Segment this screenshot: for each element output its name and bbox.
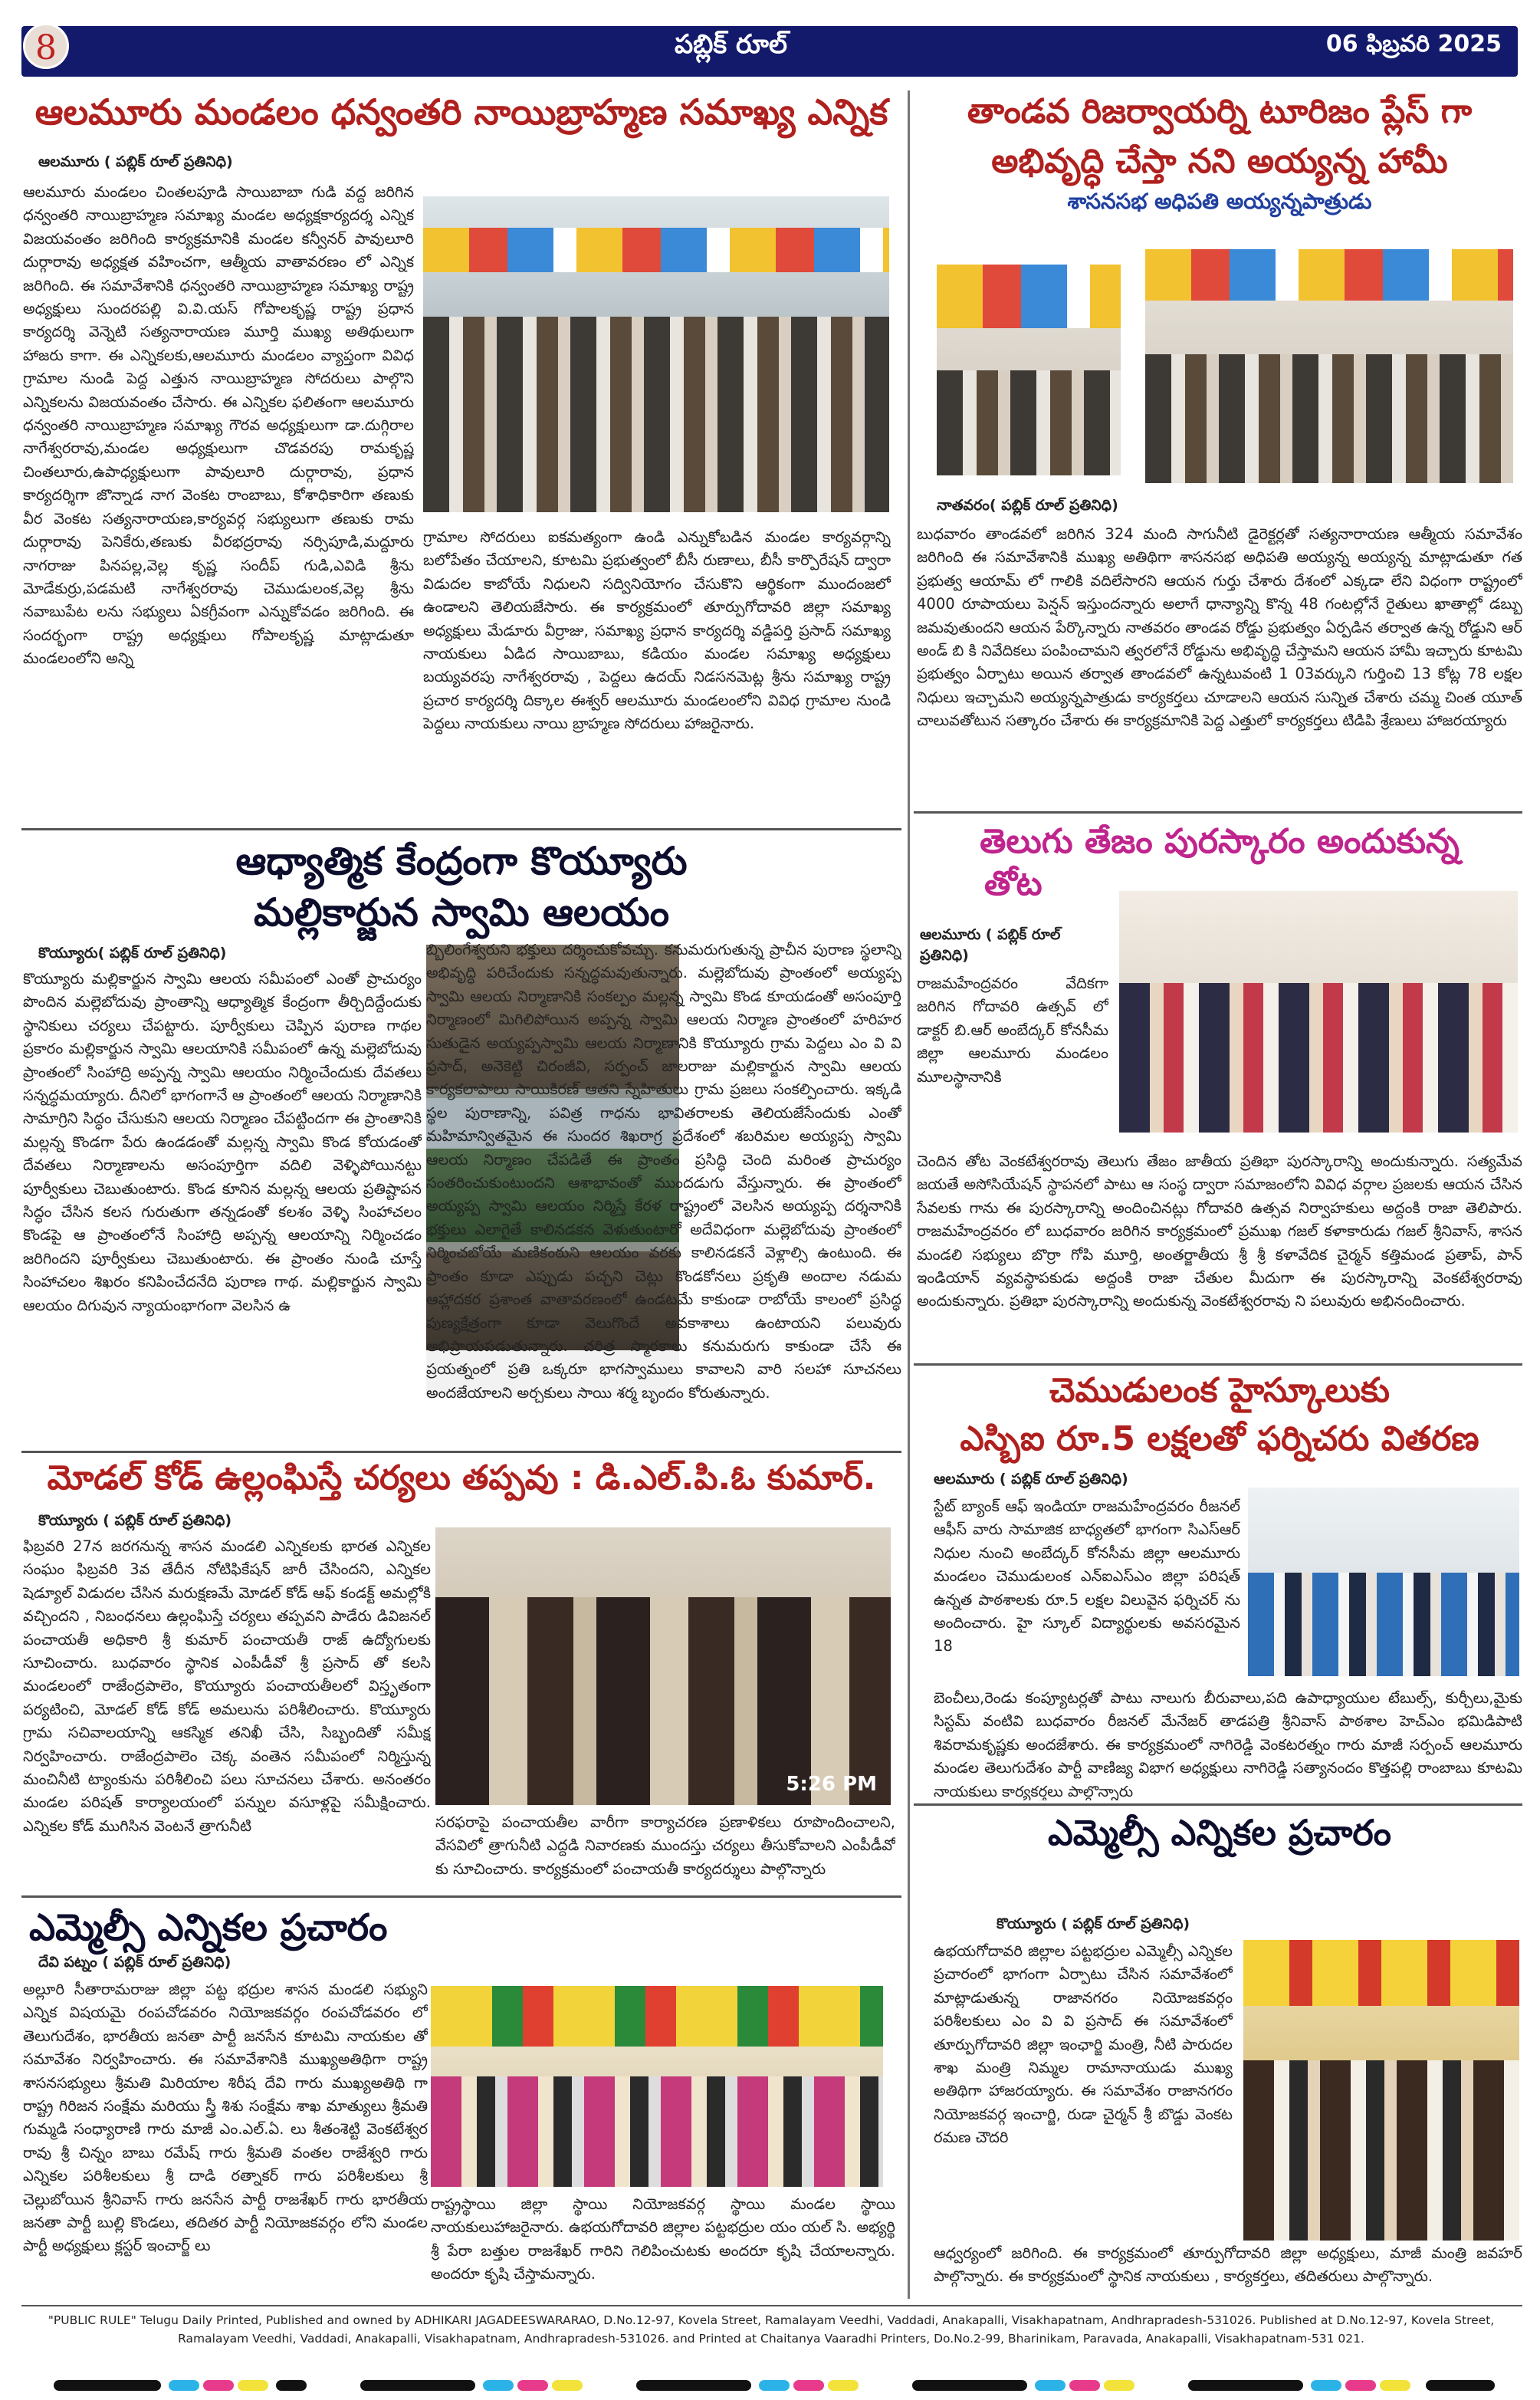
article-6-body-wide: బెంచీలు,రెండు కంప్యూటర్లతో పాటు నాలుగు బీరువాలు,పది ఉపాధ్యాయుల టేబుల్స్, కుర్చీలు,మైకు సిస్టమ్ వంటివి బుధవారం రీజనల్ మేనేజర్ తాడపత్రి శ్రీనివాస్ పాఠశాల హెచ్ఎం భమిడిపాటి శివరామకృష్ణకు అందజేశారు. ఈ కార్యక్రమంలో నాగిరెడ్డి వెంకటరత్నం గారు మాజీ సర్పంచ్ ఆలమూరు మండల తెలుగుదేశం పార్టీ వాణిజ్య విభాగ అధ్యక్షులు నాగిరెడ్డి సత్యానందం కొత్తపల్లి రాంబాబు కూటమి నాయకులు కార్యకర్తలు పాల్గొన్నారు <box>934 1689 1522 1800</box>
issue-date: 06 ఫిబ్రవరి 2025 <box>1325 31 1502 58</box>
article-6-photo <box>1248 1488 1519 1676</box>
article-4-headline-1: తెలుగు తేజం పురస్కారం అందుకున్న <box>980 822 1460 861</box>
article-8 <box>917 1811 1522 1856</box>
article-2-headline-1: తాండవ రిజర్వాయర్ని టూరిజం ప్లేస్ గా <box>967 92 1473 131</box>
divider <box>914 811 1522 814</box>
divider <box>21 828 901 830</box>
article-1-body-right: గ్రామాల సోదరులు ఐకమత్యంగా ఉండి ఎన్నుకోబడిన మండల కార్యవర్గాన్ని బలోపేతం చేయాలని, కూటమి ప్రభుత్వంలో బీసీ రుణాలు, బీసీ కార్పొరేషన్ ద్వారా విడుదల కాబోయే నిధులని సద్వినియోగం చేసుకొని ఆర్థికంగా ముందంజలో ఉండాలని తెలియజేసారు. ఈ కార్యక్రమంలో తూర్పుగోదావరి జిల్లా సమాఖ్య అధ్యక్షులు మేడూరు వీర్రాజు, సమాఖ్య ప్రధాన కార్యదర్శి వడ్డిపర్తి ప్రసాద్ సమాఖ్య నాయకులు ఏడిద సాయిబాబు, కడియం మండల సమాఖ్య అధ్యక్షులు బయ్యవరపు నాగేశ్వరరావు , పెద్దలు ఉదయ్ నిడసనమెట్ల శ్రీను సమాఖ్య రాష్ట్ర ప్రచార కార్యదర్శి దిక్కాల ఈశ్వర్ ఆలమూరు మండలంలోని వివిధ గ్రామాల నుండి పెద్దలు నాయకులు నాయి బ్రాహ్మణ సోదరులు హాజరైనారు. <box>423 528 891 733</box>
article-4-headline-2: తోట <box>984 864 1043 903</box>
article-7 <box>21 1905 901 1951</box>
article-8-body-wide: ఆధ్వర్యంలో జరిగింది. ఈ కార్యక్రమంలో తూర్పుగోదావరి జిల్లా అధ్యక్షులు, మాజీ మంత్రి జవహర్ పాల్గొన్నారు. ఈ కార్యక్రమంలో స్థానిక నాయకులు , కార్యకర్తలు, తదితరులు పాల్గొన్నారు. <box>934 2244 1522 2286</box>
article-2-subhead: శాసనసభ అధిపతి అయ్యన్నపాత్రుడు <box>1067 189 1372 214</box>
article-4-photo <box>1119 891 1518 1133</box>
imprint-footer: "PUBLIC RULE" Telugu Daily Printed, Published and owned by ADHIKARI JAGADEESWARARAO, D.No.12-97, Kovela Street, Ramalayam Veedhi, Vaddadi, Anakapalli, Visakhapatnam, Andhrapradesh-531026. Published at D.No.12-97, Kovela Street, Ramalayam Veedhi, Vaddadi, Anakapalli, Visakhapatnam, Andhrapradesh-531026. and Printed at Chaitanya Vaaradhi Printers, Do.No.2-99, Bharinikam, Paravada, Anakapalli, Visakhapatnam-531 021. <box>48 2313 1495 2346</box>
article-6-headline-2: ఎస్బిఐ రూ.5 లక్షలతో ఫర్నిచరు వితరణ <box>960 1419 1479 1458</box>
photo-timestamp: 5:26 PM <box>786 1773 877 1796</box>
article-7-body-right: రాష్ట్రస్థాయి జిల్లా స్థాయి నియోజకవర్గ స్థాయి మండల స్థాయి నాయకులుహాజరైనారు. ఉభయగోదావరి జిల్లాల పట్టభద్రుల యం యల్ సి. అభ్యర్థి శ్రీ పేరా బత్తుల రాజశేఖర్ గారిని గెలిపించుటకు అందరూ కృషి చేయాలన్నారు. అందరూ కృషి చేస్తామన్నారు. <box>431 2195 895 2283</box>
divider <box>914 1363 1522 1366</box>
article-8-photo <box>1243 1940 1519 2241</box>
article-5-body-right: సరఫరాపై పంచాయతీల వారీగా కార్యాచరణ ప్రణాళికలు రూపొందించాలని, వేసవిలో త్రాగునీటి ఎద్దడి నివారణకు ముందస్తు చర్యలు తీసుకోవాలని ఎంపీడీవో కు సూచించారు. కార్యక్రమంలో పంచాయతీ కార్యదర్శులు పాల్గొన్నారు <box>435 1813 895 1878</box>
article-6 <box>917 1369 1522 1460</box>
page-number: 8 <box>23 23 69 69</box>
article-2-dateline: నాతవరం( పబ్లిక్ రూల్ ప్రతినిధి) <box>937 497 1118 514</box>
article-8-body-narrow: ఉభయగోదావరి జిల్లాల పట్టభద్రుల ఎమ్మెల్సీ ఎన్నికల ప్రచారంలో భాగంగా ఏర్పాటు చేసిన సమావేశంలో మాట్లాడుతున్న రాజానగరం నియోజకవర్గం పరిశీలకులు ఎం వి వి ప్రసాద్ ఈ సమావేశంలో తూర్పుగోదావరి జిల్లా ఇంఛార్జి మంత్రి, నీటి పారుదల శాఖ మంత్రి నిమ్మల రామానాయుడు ముఖ్య అతిథిగా హాజరయ్యారు. ఈ సమావేశం రాజానగరం నియోజకవర్గ ఇంచార్జి, రుడా చైర్మన్ శ్రీ బొడ్డు వెంకట రమణ చౌదరి <box>934 1942 1233 2147</box>
article-7-headline: ఎమ్మెల్సీ ఎన్నికల ప్రచారం <box>29 1906 388 1949</box>
article-3-headline-1: ఆధ్యాత్మిక కేంద్రంగా కొయ్యూరు <box>235 839 688 883</box>
article-2-photo-1 <box>937 265 1121 475</box>
article-5-body-left: ఫిబ్రవరి 27న జరగనున్న శాసన మండలి ఎన్నికలకు భారత ఎన్నికల సంఘం ఫిబ్రవరి 3వ తేదీన నోటిఫికేషన్ జారీ చేసిందని, ఎన్నికల షెడ్యూల్ విడుదల చేసిన మరుక్షణమే మోడల్ కోడ్ ఆఫ్ కండక్ట్ అమల్లోకి వచ్చిందని , నిబంధనలు ఉల్లంఘిస్తే చర్యలు తప్పవని పాడేరు డివిజనల్ పంచాయతీ అధికారి శ్రీ కుమార్ పంచాయతీ రాజ్ ఉద్యోగులకు సూచించారు. బుధవారం స్థానిక ఎంపీడీవో శ్రీ ప్రసాద్ తో కలసి మండలంలో రాజేంద్రపాలెం, కొయ్యూరు పంచాయతీలలో విస్తృతంగా పర్యటించి, మోడల్ కోడ్ కోడ్ అమలును పరిశీలించారు. కొయ్యూరు గ్రామ సచివాలయాన్ని ఆకస్మిక తనిఖీ చేసి, సిబ్బందితో సమీక్ష నిర్వహించారు. రాజేంద్రపాలెం చెక్క వంతెన సమీపంలో నిర్మిస్తున్న మంచినీటి ట్యాంకును పరిశీలించి పలు సూచనలు చేశారు. అనంతరం మండల పరిషత్ కార్యాలయంలో పన్నుల వసూళ్లపై సమీక్షించారు. ఎన్నికల కోడ్ ముగిసిన వెంటనే త్రాగునీటి <box>23 1537 431 1835</box>
article-1-body-left: ఆలమూరు మండలం చింతలపూడి సాయిబాబా గుడి వద్ద జరిగిన ధన్వంతరి నాయిబ్రాహ్మణ సమాఖ్య మండల అధ్యక్షకార్యదర్శ ఎన్నిక విజయవంతం జరిగింది కార్యక్రమానికి మండల కన్వీనర్ పావులూరి దుర్గారావు అధ్యక్షత వహించగా, ఆత్మీయ వాతావరణం లో ఎన్నిక జరిగింది. ఈ సమావేశానికి ధన్వంతరి నాయిబ్రాహ్మణ సమాఖ్య రాష్ట్ర అధ్యక్షులు సుందరపల్లి వి.వి.యస్ గోపాలకృష్ణ రాష్ట్ర ప్రధాన కార్యదర్శి వెన్నెటి సత్యనారాయణ మూర్తి ముఖ్య అతిథులుగా హాజరు కాగా. ఈ ఎన్నికలకు,ఆలమూరు మండలం వ్యాప్తంగా వివిధ గ్రామాల నుండి పెద్ద ఎత్తున నాయిబ్రాహ్మణ సోదరులు పాల్గొని ఎన్నికలను విజయవంతం చేసారు. ఈ ఎన్నికల ఫలితంగా ఆలమూరు ధన్వంతరి నాయిబ్రాహ్మణ సమాఖ్య గౌరవ అధ్యక్షులుగా డా.దుగ్గిరాల నాగేశ్వరరావు,మండల అధ్యక్షులుగా చొడవరపు రామకృష్ణ చింతలూరు,ఉపాధ్యక్షులుగా పావులూరి దుర్గారావు, ప్రధాన కార్యదర్శిగా జొన్నాడ నాగ వెంకట రాంబాబు, కోశాధికారిగా తణుకు వీర వెంకట సత్యనారాయణ,కార్యవర్గ సభ్యులుగా తణుకు రామ దుర్గారావు పెనికేరు,తణుకు వీరభద్రరావు నర్సిపూడి,మద్దూరు నాగరాజు పినపల్ల,వెల్ల కృష్ణ సందీప్ గుడి,ఎవిడి శ్రీను మోడేకుర్రు,పడమటి నాగేశ్వరరావు చెముడులంక,వెల్ల శ్రీను నవాబుపేట లను సభ్యులు ఏకగ్రీవంగా ఎన్నుకోవడం జరిగింది. ఈ సందర్భంగా రాష్ట్ర అధ్యక్షులు గోపాలకృష్ణ మాట్లాడుతూ మండలంలోని అన్ని <box>23 183 414 668</box>
article-6-headline-1: చెముడులంక హైస్కూలుకు <box>1049 1371 1391 1410</box>
article-2-headline-2: అభివృద్ధి చేస్తా నని అయ్యన్న హామీ <box>991 142 1448 181</box>
divider <box>914 1803 1522 1806</box>
article-7-photo <box>431 1986 883 2187</box>
article-4-body-wide: చెందిన తోట వెంకటేశ్వరరావు తెలుగు తేజం జాతీయ ప్రతిభా పురస్కారాన్ని అందుకున్నారు. సత్యమేవ జయతే అసోసియేషన్ స్థాపనలో పాటు ఆ సంస్థ ద్వారా సమాజంలోని వివిధ వర్గాల ప్రజలకు ఆయన చేసిన సేవలకు గాను ఈ పురస్కారాన్ని అందించినట్లు గోదావరి ఉత్సవ నిర్వాహకులు అద్దంకి రాజా తెలిపారు. రాజమహేంద్రవరం లో బుధవారం జరిగిన కార్యక్రమంలో ప్రముఖ గజల్ కళాకారుడు గజల్ శ్రీనివాస్, శాసన మండలి సభ్యులు బొర్రా గోపి మూర్తి, అంతర్జాతీయ శ్రీ శ్రీ కళావేదిక చైర్మన్ కత్తిమండ ప్రతాప్, పాన్ ఇండియాన్ వ్యవస్థాపకుడు అద్దంకి రాజా చేతుల మీదుగా ఈ పురస్కారాన్ని వెంకటేశ్వరరావు అందుకున్నారు. ప్రతిభా పురస్కారాన్ని అందుకున్న వెంకటేశ్వరరావు ని పలువురు అభినందించారు. <box>917 1152 1522 1310</box>
article-2-photo-2 <box>1145 249 1513 483</box>
article-3-dateline: కొయ్యూరు( పబ్లిక్ రూల్ ప్రతినిధి) <box>38 945 227 962</box>
article-6-dateline: ఆలమూరు ( పబ్లిక్ రూల్ ప్రతినిధి) <box>934 1471 1128 1488</box>
article-3-body-right: బ్బిలింగేశ్వరుని భక్తులు దర్శించుకోవచ్చు. కనుమరుగుతున్న ప్రాచీన పురాణ స్థలాన్ని అభివృద్ధి పరిచేందుకు సన్నద్ధమవుతున్నారు. మల్లెబోదువు ప్రాంతంలో అయ్యప్ప స్వామి ఆలయ నిర్మాణానికి సంకల్పం మల్లన్న స్వామి కొండ కూయడంతో అసంపూర్తి నిర్మాణంలో మిగిలిపోయిన అప్పన్న స్వామి ఆలయ నిర్మాణ ప్రాంతంలో హరిహర సుతుడైన అయ్యప్పస్వామి ఆలయ నిర్మాణానికి కొయ్యూరు గ్రామ పెద్దలు ఎం వి వి ప్రసాద్, అనెకెట్టి చిరంజీవి, సర్పంచ్ జాలరాజు మల్లికార్జున స్వామి ఆలయ కార్యకలాపాలు సాయికిరణ్ ఆతని స్నేహితులు గ్రామ ప్రజలు సంకల్పించారు. ఇక్కడి స్థల పురాణాన్ని, పవిత్ర గాధను భావితరాలకు తెలియజేసేందుకు ఎంతో మహిమాన్వితమైన ఈ సుందర శిఖరాగ్ర ప్రదేశంలో శబరిమల అయ్యప్ప స్వామి ఆలయ నిర్మాణం చేపడితే ఈ ప్రాంతం ప్రసిద్ధి చెంది మరింత ప్రాచుర్యం సంతరించుకుంటుందని ఆశాభావంతో ముందడుగు వేస్తున్నారు. ఈ ప్రాంతంలో అయ్యప్ప స్వామి ఆలయం నిర్మిస్తే కేరళ రాష్ట్రంలో వెలసిన అయ్యప్ప దర్శనానికి భక్తులు ఎలాగైతే కాలినడకన వెళుతుంటారో అదేవిధంగా మల్లెబోదువు ప్రాంతంలో నిర్మించబోయే మణికంఠుని ఆలయం వరకు కాలినడకనే వెళ్లాల్సి ఉంటుంది. ఈ ప్రాంతం కూడా ఎప్పుడు పచ్చని చెట్లు కొండకోనలు ప్రకృతి అందాల నడుమ ఆహ్లాదకర ప్రశాంత వాతావరణంలో ఉండటమే కాకుండా రాబోయే కాలంలో ప్రసిద్ధ పుణ్యక్షేత్రంగా కూడా వెలుగొందే అవకాశాలు ఉంటాయని పలువురు అభిప్రాయపడుతున్నారు. చరిత్ర స్మారకాలు కనుమరుగు కాకుండా చేసే ఈ ప్రయత్నంలో ప్రతి ఒక్కరూ భాగస్వాములు కావాలని వారి సలహా సూచనలు అందజేయాలని అర్చకులు సాయి శర్మ బృందం కోరుతున్నారు. <box>426 941 901 1402</box>
article-4-body-narrow: రాజమహేంద్రవరం వేదికగా జరిగిన గోదావరి ఉత్సవ్ లో డాక్టర్ బి.ఆర్ అంబేద్కర్ కోనసీమ జిల్లా ఆలమూరు మండలం మూలస్థానానికి <box>917 975 1108 1086</box>
divider <box>21 1451 901 1453</box>
article-3-body-left: కొయ్యూరు మల్లికార్జున స్వామి ఆలయ సమీపంలో ఎంతో ప్రాచుర్యం పొందిన మల్లెబోదువు ప్రాంతాన్ని ఆధ్యాత్మిక కేంద్రంగా తీర్చిదిద్దేందుకు స్థానికులు చర్యలు చేపట్టారు. పూర్వీకులు చెప్పిన పురాణ గాథల ప్రకారం మల్లికార్జున స్వామి ఆలయానికి సమీపంలో ఉన్న మల్లెబోదువు ప్రాంతంలో సింహాద్రి అప్పన్న స్వామి ఆలయం నిర్మించేందుకు దేవతలు సన్నద్ధమయ్యారు. దీనిలో భాగంగానే ఆ ప్రాంతంలో ఆలయ నిర్మాణానికి సామాగ్రిని సిద్ధం చేసుకుని ఆలయ నిర్మాణం చేపట్టిందగా ఈ ప్రాంతానికి మల్లన్న కొండగా పేరు ఉండడంతో మల్లన్న స్వామి కొండ కోయడంతో దేవతలు నిర్మాణాలను అసంపూర్తిగా వదిలి వెళ్ళిపోయినట్టు పూర్వీకులు చెబుతుంటారు. కొండ కూనిన మల్లన్న ఆలయ ప్రతిష్టాపన సిద్ధం చేసిన కలస గురుతుగా తన్నడంతో కలశం వెళ్ళి సింహాచలం కొండపై ఆ ప్రాంతంలోనే సింహాద్రి అప్పన్న ఆలయాన్ని నిర్మించడం జరిగిందని పూర్వీకులు చెబుతుంటారు. ఈ ప్రాంతం నుండి చూస్తే సింహాచలం శిఖరం కనిపించేదనేది పురాణ గాథ. మల్లికార్జున స్వామి ఆలయం దిగువున న్యాయంభాగంగా వెలసిన ఉ <box>23 970 422 1314</box>
article-8-headline: ఎమ్మెల్సీ ఎన్నికల ప్రచారం <box>1048 1812 1391 1853</box>
column-divider <box>908 90 910 2299</box>
article-5-dateline: కొయ్యూరు ( పబ్లిక్ రూల్ ప్రతినిధి) <box>38 1512 232 1529</box>
article-2-body: బుధవారం తాండవలో జరిగిన 324 మంది సాగునీటి డైరెక్టర్లతో సత్యనారాయణ ఆత్మీయ సమావేశం జరిగింది ఈ సమావేశానికి ముఖ్య అతిథిగా శాసనసభ అధిపతి అయ్యన్న అయ్యన్న మాట్లాడుతూ గత ప్రభుత్వ ఆయామ్ లో గాలికి వదిలేసారని ఆయన గుర్తు చేశారు దేశంలో ఎక్కడా లేని విధంగా రాష్ట్రంలో 4000 రూపాయలు పెన్షన్ ఇస్తుందన్నారు అలాగే ధాన్యాన్ని కొన్న 48 గంటల్లోనే రైతులు ఖాతాల్లో డబ్బు జమవుతుందని ఆయన పేర్కొన్నారు నాతవరం తాండవ రోడ్డు ప్రభుత్వం ఏర్పడిన తర్వాత ఉన్న రోడ్డుని ఆర్ అండ్ బి కి నివేదికలు పంపించామని త్వరలోనే రోడ్డును అభివృద్ధి చేస్తామని ఆయన హామీ ఇచ్చారు కూటమి ప్రభుత్వం ఏర్పాటు అయిన తర్వాత తాండవలో ఉన్నటువంటి 1 03వర్కుని గుర్తించి 13 కోట్ల 78 లక్షల నిధులు ఇచ్చామని అయ్యన్నపాత్రుడు కార్యకర్తలు చూడాలని ఆయన సున్నిత చేశారు చమ్మ చింత యూత్ చాలువతోటున సత్కారం చేశారు ఈ కార్యక్రమానికి పెద్ద ఎత్తులో కార్యకర్తలు టిడిపి శ్రేణులు హాజరయ్యారు <box>917 525 1522 730</box>
divider <box>21 1895 901 1898</box>
article-5-headline: మోడల్ కోడ్ ఉల్లంఘిస్తే చర్యలు తప్పవు : డి.ఎల్.పి.ఓ కుమార్. <box>47 1458 876 1498</box>
article-3 <box>21 837 901 936</box>
article-1 <box>21 90 901 135</box>
color-registration-bars <box>54 2380 1495 2391</box>
article-4-dateline: ఆలమూరు ( పబ్లిక్ రూల్ ప్రతినిధి) <box>920 926 1061 964</box>
article-5-photo <box>435 1527 891 1805</box>
article-8-dateline: కొయ్యూరు ( పబ్లిక్ రూల్ ప్రతినిధి) <box>997 1915 1190 1932</box>
newspaper-title: పబ్లిక్ రూల్ <box>675 29 787 60</box>
article-2 <box>917 90 1522 219</box>
article-3-headline-2: మల్లికార్జున స్వామి ఆలయం <box>253 889 670 935</box>
article-5 <box>21 1457 901 1499</box>
article-6-body-narrow: స్టేట్ బ్యాంక్ ఆఫ్ ఇండియా రాజమహేంద్రవరం రీజనల్ ఆఫీస్ వారు సామాజిక బాధ్యతలో భాగంగా సిఎస్ఆర్ నిధుల నుంచి అంబేద్కర్ కోనసీమ జిల్లా ఆలమూరు మండలం చెముడులంక ఎన్ఐఎస్ఎం జిల్లా పరిషత్ ఉన్నత పాఠశాలకు రూ.5 లక్షల విలువైన ఫర్నిచర్ ను అందించారు. హై స్కూల్ విద్యార్థులకు అవసరమైన 18 <box>934 1498 1240 1655</box>
article-7-body-top: అల్లూరి సీతారామరాజు జిల్లా పట్ట భద్రుల శాసన మండలి సభ్యుని ఎన్నిక విషయమై రంపచోడవరం నియోజకవర్గం రంపచోడవరం లో తెలుగుదేశం, భారతీయ జనతా పార్టీ జనసేన కూటమి నాయకుల తో సమావేశం నిర్వహించారు. ఈ సమావేశానికి ముఖ్యఅతిథిగా రాష్ట్ర శాసనసభ్యులు శ్రీమతి మిరియాల శిరీష దేవి గారు ముఖ్యఅతిథి గా రాష్ట్ర గిరిజన సంక్షేమ మరియు స్త్రీ శిశు సంక్షేమ శాఖ మాత్యులు శ్రీమతి గుమ్మడి సంధ్యారాణి గారు మాజీ ఎం.ఎల్.ఏ. లు శీతంశెట్టి వెంకటేశ్వర రావు శ్రీ చిన్నం బాబు రమేష్ గారు శ్రీమతి వంతల రాజేశ్వరి గారు ఎన్నికల పరిశీలకులు శ్రీ దాడి రత్నాకర్ గారు పరిశీలకులు శ్రీ చెల్లుబోయిన శ్రీనివాస్ గారు జనసేన పార్టీ రాజశేఖర్ గారు భారతీయ జనతా పార్టీ బుల్లి కొండలు, తదితర పార్టీ నియోజకవర్గం లోని మండల పార్టీ అధ్యక్షులు క్లస్టర్ ఇంచార్జ్ లు <box>23 1981 428 2255</box>
article-1-dateline: ఆలమూరు ( పబ్లిక్ రూల్ ప్రతినిధి) <box>38 153 233 170</box>
article-1-headline: ఆలమూరు మండలం ధన్వంతరి నాయిబ్రాహ్మణ సమాఖ్య ఎన్నిక <box>34 91 888 133</box>
divider <box>21 2305 1522 2306</box>
article-7-dateline: దేవి పట్నం ( పబ్లిక్ రూల్ ప్రతినిధి) <box>38 1954 231 1971</box>
article-1-photo <box>423 196 889 512</box>
